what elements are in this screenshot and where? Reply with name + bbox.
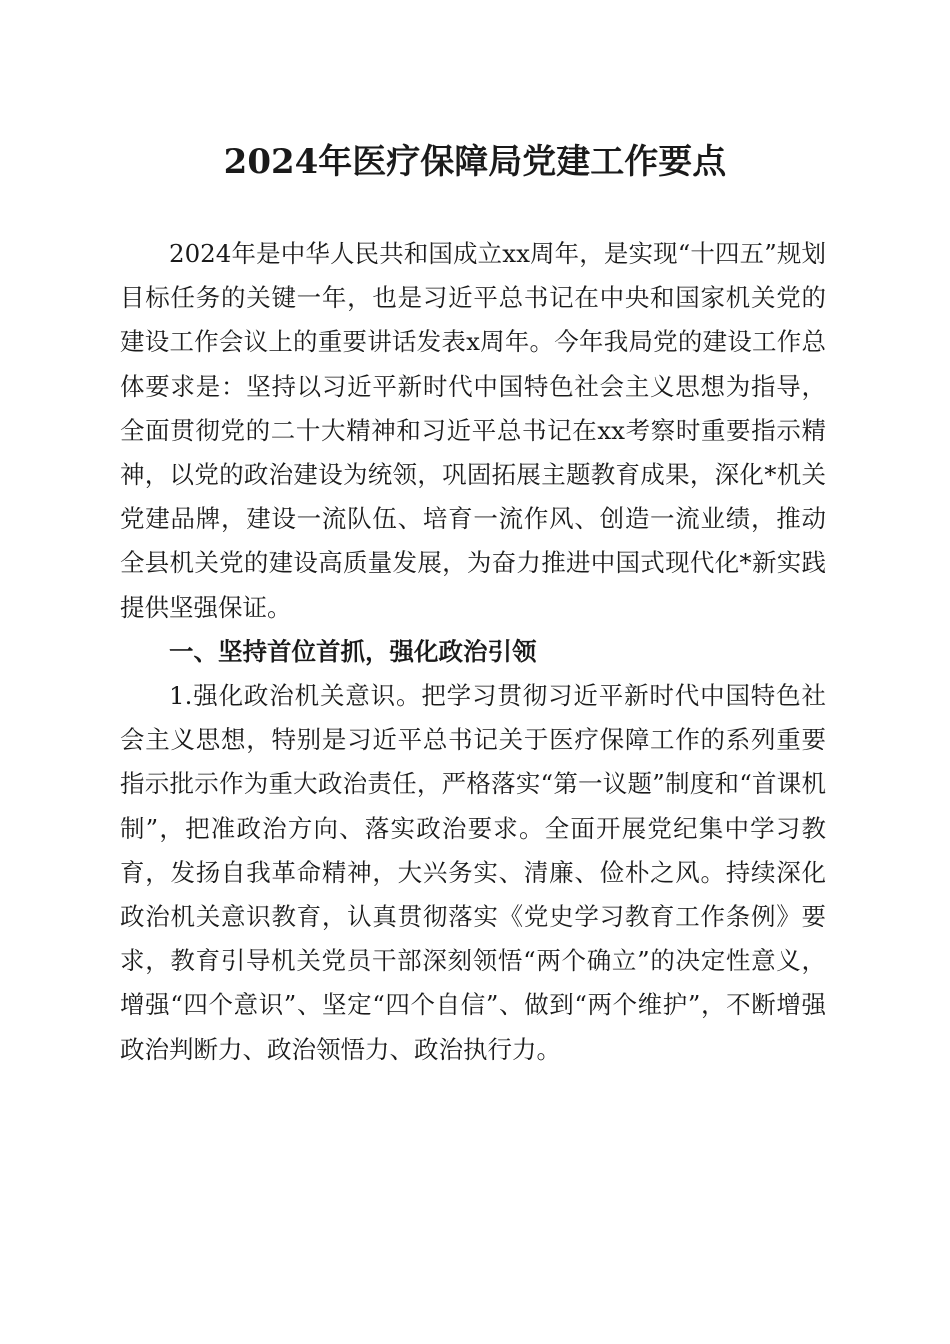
document-title: 2024年医疗保障局党建工作要点 [223,142,727,182]
section-heading-1: 一、坚持首位首抓，强化政治引领 [169,636,537,666]
section-1-item-1: 1.强化政治机关意识。把学习贯彻习近平新时代中国特色社会主义思想，特别是习近平总书记关于医疗保障工作的系列重要指示批示作为重大政治责任，严格落实“第一议题”制度和“首课机制”，把准政治方向、落实政治要求。全面开展党纪集中学习教育，发扬自我革命精神，大兴务实、清廉、俭朴之风。持续深化政治机关意识教育，认真贯彻落实《党史学习教育工作条例》要求，教育引导机关党员干部深刻领悟“两个确立”的决定性意义，增强“四个意识”、坚定“四个自信”、做到“两个维护”，不断增强政治判断力、政治领悟力、政治执行力。 [120,681,826,1064]
document-body [120,232,826,1072]
intro-paragraph: 2024年是中华人民共和国成立xx周年，是实现“十四五”规划目标任务的关键一年，也是习近平总书记在中央和国家机关党的建设工作会议上的重要讲话发表x周年。今年我局党的建设工作总体要求是：坚持以习近平新时代中国特色社会主义思想为指导，全面贯彻党的二十大精神和习近平总书记在xx考察时重要指示精神，以党的政治建设为统领，巩固拓展主题教育成果，深化*机关党建品牌，建设一流队伍、培育一流作风、创造一流业绩，推动全县机关党的建设高质量发展，为奋力推进中国式现代化*新实践提供坚强保证。 [120,239,826,622]
